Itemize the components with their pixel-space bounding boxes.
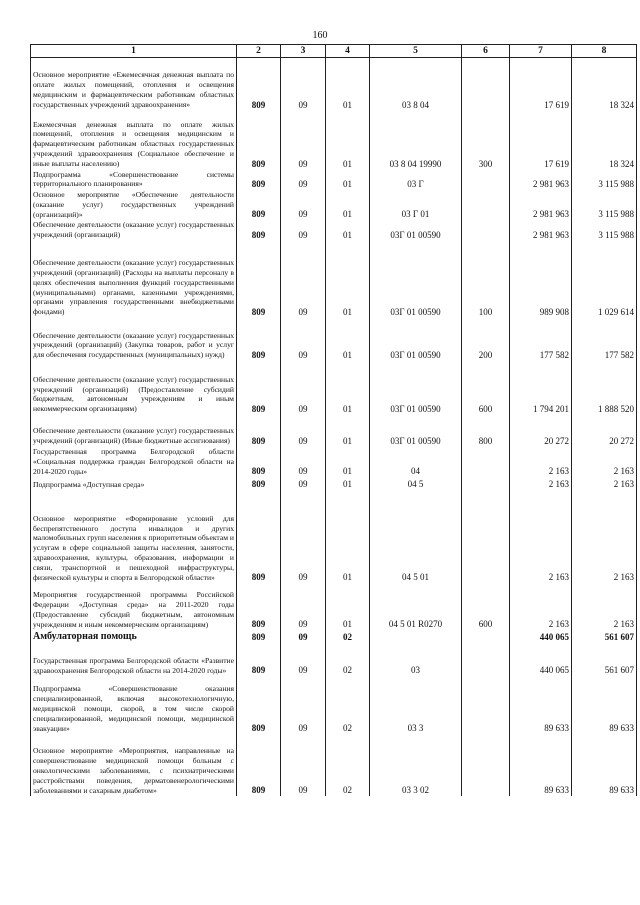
row-amount-year2: 2 163 [572, 447, 637, 477]
row-subsection: 01 [326, 220, 370, 241]
row-amount-year2: 3 115 988 [572, 220, 637, 241]
row-admin-code: 809 [237, 190, 281, 220]
row-name: Государственная программа Белгородской области «Развитие здравоохранения Белгородской области на 2014-2020 годы» [31, 643, 237, 676]
row-section: 09 [281, 170, 326, 191]
row-target-article: 03 3 02 [370, 734, 462, 796]
row-expense-type: 200 [462, 318, 510, 361]
table-row [31, 170, 637, 191]
row-amount-year2: 20 272 [572, 415, 637, 447]
table-header-row [31, 45, 637, 58]
row-expense-type [462, 630, 510, 643]
row-section: 09 [281, 630, 326, 643]
row-amount-year1: 989 908 [510, 241, 572, 318]
row-admin-code: 809 [237, 676, 281, 734]
row-amount-year1: 440 065 [510, 643, 572, 676]
row-subsection: 01 [326, 490, 370, 583]
row-amount-year2: 89 633 [572, 734, 637, 796]
row-name: Подпрограмма «Доступная среда» [31, 477, 237, 490]
row-section: 09 [281, 220, 326, 241]
row-amount-year2: 2 163 [572, 490, 637, 583]
row-target-article: 04 5 01 [370, 490, 462, 583]
row-subsection: 02 [326, 643, 370, 676]
row-section: 09 [281, 734, 326, 796]
row-section: 09 [281, 190, 326, 220]
row-expense-type [462, 734, 510, 796]
row-amount-year1: 2 981 963 [510, 170, 572, 191]
col-header-2: 2 [237, 45, 281, 58]
row-target-article: 04 5 [370, 477, 462, 490]
row-target-article [370, 630, 462, 643]
table-row [31, 676, 637, 734]
row-target-article: 03Г 01 00590 [370, 220, 462, 241]
row-name: Ежемесячная денежная выплата по оплате жилых помещений, отопления и освещения медицинским и фармацевтическим работникам областных государственных учреждений здравоохранения (Социальное обеспечение и иные выплаты населению) [31, 111, 237, 170]
row-amount-year1: 17 619 [510, 58, 572, 111]
row-amount-year2: 89 633 [572, 676, 637, 734]
row-admin-code: 809 [237, 477, 281, 490]
row-admin-code: 809 [237, 447, 281, 477]
row-target-article: 03Г 01 00590 [370, 318, 462, 361]
row-expense-type [462, 58, 510, 111]
row-name: Государственная программа Белгородской области «Социальная поддержка граждан Белгородской области на 2014-2020 годы» [31, 447, 237, 477]
row-amount-year2: 2 163 [572, 583, 637, 630]
row-target-article: 03Г 01 00590 [370, 415, 462, 447]
row-section: 09 [281, 111, 326, 170]
row-subsection: 01 [326, 111, 370, 170]
row-expense-type: 600 [462, 583, 510, 630]
row-name: Основное мероприятие «Обеспечение деятельности (оказание услуг) государственных учреждений (организаций)» [31, 190, 237, 220]
col-header-5: 5 [370, 45, 462, 58]
row-section: 09 [281, 58, 326, 111]
row-name: Подпрограмма «Совершенствование оказания специализированной, включая высокотехнологичную, медицинской помощи, скорой, в том числе скорой специализированной, медицинской помощи, медицинской эвакуации» [31, 676, 237, 734]
row-amount-year1: 1 794 201 [510, 361, 572, 415]
row-name: Основное мероприятие «Ежемесячная денежная выплата по оплате жилых помещений, отопления и освещения медицинским и фармацевтическим работникам областных государственных учреждений здравоохранения» [31, 58, 237, 111]
table-row [31, 490, 637, 583]
row-subsection: 01 [326, 318, 370, 361]
table-row [31, 734, 637, 796]
row-admin-code: 809 [237, 58, 281, 111]
row-amount-year1: 2 163 [510, 583, 572, 630]
row-target-article: 03 Г [370, 170, 462, 191]
row-admin-code: 809 [237, 490, 281, 583]
row-section: 09 [281, 415, 326, 447]
row-section: 09 [281, 490, 326, 583]
table-row [31, 220, 637, 241]
row-subsection: 01 [326, 447, 370, 477]
row-name: Мероприятия государственной программы Российской Федерации «Доступная среда» на 2011-2020 годы (Предоставление субсидий бюджетным, автономным учреждениям и иным некоммерческим организациям) [31, 583, 237, 630]
table-row [31, 643, 637, 676]
row-amount-year1: 177 582 [510, 318, 572, 361]
row-admin-code: 809 [237, 318, 281, 361]
row-name: Основное мероприятие «Мероприятия, направленные на совершенствование медицинской помощи больным с онкологическими заболеваниями, с психиатрическими расстройствами поведения, дерматовенерологическими заболеваниями и сахарным диабетом» [31, 734, 237, 796]
table-row [31, 630, 637, 643]
table-row [31, 241, 637, 318]
row-target-article: 03 [370, 643, 462, 676]
table-row [31, 583, 637, 630]
row-section: 09 [281, 318, 326, 361]
row-expense-type [462, 676, 510, 734]
table-row [31, 361, 637, 415]
row-subsection: 01 [326, 241, 370, 318]
table-row [31, 318, 637, 361]
row-section: 09 [281, 676, 326, 734]
page-number: 160 [312, 30, 328, 41]
row-target-article: 03 8 04 19990 [370, 111, 462, 170]
col-header-7: 7 [510, 45, 572, 58]
row-subsection: 01 [326, 583, 370, 630]
row-name: Амбулаторная помощь [31, 630, 237, 643]
row-expense-type [462, 220, 510, 241]
row-expense-type: 100 [462, 241, 510, 318]
row-target-article: 04 [370, 447, 462, 477]
row-target-article: 03Г 01 00590 [370, 361, 462, 415]
table-row [31, 477, 637, 490]
row-name: Обеспечение деятельности (оказание услуг) государственных учреждений (организаций) (Предоставление субсидий бюджетным, автономным учреждениям и иным некоммерческим организациям) [31, 361, 237, 415]
col-header-8: 8 [572, 45, 637, 58]
col-header-1: 1 [31, 45, 237, 58]
row-expense-type: 600 [462, 361, 510, 415]
row-amount-year2: 3 115 988 [572, 190, 637, 220]
row-section: 09 [281, 583, 326, 630]
row-section: 09 [281, 241, 326, 318]
row-subsection: 01 [326, 361, 370, 415]
row-subsection: 01 [326, 170, 370, 191]
row-admin-code: 809 [237, 643, 281, 676]
row-amount-year2: 561 607 [572, 643, 637, 676]
table-row [31, 447, 637, 477]
row-section: 09 [281, 447, 326, 477]
row-amount-year2: 1 029 614 [572, 241, 637, 318]
table-row [31, 111, 637, 170]
row-amount-year2: 2 163 [572, 477, 637, 490]
row-target-article: 03Г 01 00590 [370, 241, 462, 318]
row-amount-year1: 440 065 [510, 630, 572, 643]
row-target-article: 03 8 04 [370, 58, 462, 111]
row-name: Подпрограмма «Совершенствование системы территориального планирования» [31, 170, 237, 191]
row-amount-year1: 2 163 [510, 490, 572, 583]
row-subsection: 01 [326, 415, 370, 447]
row-amount-year1: 89 633 [510, 676, 572, 734]
budget-table [30, 44, 637, 796]
row-target-article: 03 Г 01 [370, 190, 462, 220]
row-admin-code: 809 [237, 241, 281, 318]
row-section: 09 [281, 643, 326, 676]
row-amount-year1: 2 981 963 [510, 220, 572, 241]
table-row [31, 415, 637, 447]
row-target-article: 04 5 01 R0270 [370, 583, 462, 630]
table-row [31, 58, 637, 111]
table-row [31, 190, 637, 220]
row-name: Обеспечение деятельности (оказание услуг) государственных учреждений (организаций) (Иные бюджетные ассигнования) [31, 415, 237, 447]
row-name: Обеспечение деятельности (оказание услуг) государственных учреждений (организаций) [31, 220, 237, 241]
row-expense-type [462, 643, 510, 676]
row-subsection: 01 [326, 58, 370, 111]
row-amount-year1: 2 981 963 [510, 190, 572, 220]
row-section: 09 [281, 477, 326, 490]
row-name: Обеспечение деятельности (оказание услуг) государственных учреждений (организаций) (Закупка товаров, работ и услуг для обеспечения государственных (муниципальных) нужд) [31, 318, 237, 361]
row-amount-year1: 89 633 [510, 734, 572, 796]
row-amount-year1: 2 163 [510, 447, 572, 477]
row-target-article: 03 3 [370, 676, 462, 734]
row-admin-code: 809 [237, 170, 281, 191]
col-header-4: 4 [326, 45, 370, 58]
row-subsection: 02 [326, 676, 370, 734]
row-subsection: 02 [326, 734, 370, 796]
row-amount-year1: 20 272 [510, 415, 572, 447]
row-name: Обеспечение деятельности (оказание услуг) государственных учреждений (организаций) (Расходы на выплаты персоналу в целях обеспечения выполнения функций государственными (муниципальными) органами, казенными учреждениями, органами управления государственными внебюджетными фондами) [31, 241, 237, 318]
row-expense-type: 800 [462, 415, 510, 447]
row-admin-code: 809 [237, 415, 281, 447]
row-amount-year2: 18 324 [572, 58, 637, 111]
row-admin-code: 809 [237, 630, 281, 643]
row-section: 09 [281, 361, 326, 415]
row-expense-type [462, 490, 510, 583]
row-expense-type [462, 170, 510, 191]
row-amount-year2: 561 607 [572, 630, 637, 643]
row-subsection: 01 [326, 477, 370, 490]
row-amount-year2: 18 324 [572, 111, 637, 170]
row-expense-type [462, 477, 510, 490]
row-name: Основное мероприятие «Формирование условий для беспрепятственного доступа инвалидов и других маломобильных групп населения к приоритетным объектам и услугам в сфере социальной защиты населения, занятости, здравоохранения, культуры, образования, информации и связи, транспортной и пешеходной инфраструктуры, физической культуры и спорта в Белгородской области» [31, 490, 237, 583]
row-admin-code: 809 [237, 734, 281, 796]
row-expense-type [462, 190, 510, 220]
row-subsection: 02 [326, 630, 370, 643]
row-amount-year2: 3 115 988 [572, 170, 637, 191]
row-amount-year1: 2 163 [510, 477, 572, 490]
row-admin-code: 809 [237, 220, 281, 241]
row-admin-code: 809 [237, 361, 281, 415]
row-expense-type [462, 447, 510, 477]
row-amount-year2: 177 582 [572, 318, 637, 361]
row-admin-code: 809 [237, 111, 281, 170]
row-amount-year1: 17 619 [510, 111, 572, 170]
col-header-6: 6 [462, 45, 510, 58]
row-admin-code: 809 [237, 583, 281, 630]
row-expense-type: 300 [462, 111, 510, 170]
row-amount-year2: 1 888 520 [572, 361, 637, 415]
col-header-3: 3 [281, 45, 326, 58]
row-subsection: 01 [326, 190, 370, 220]
